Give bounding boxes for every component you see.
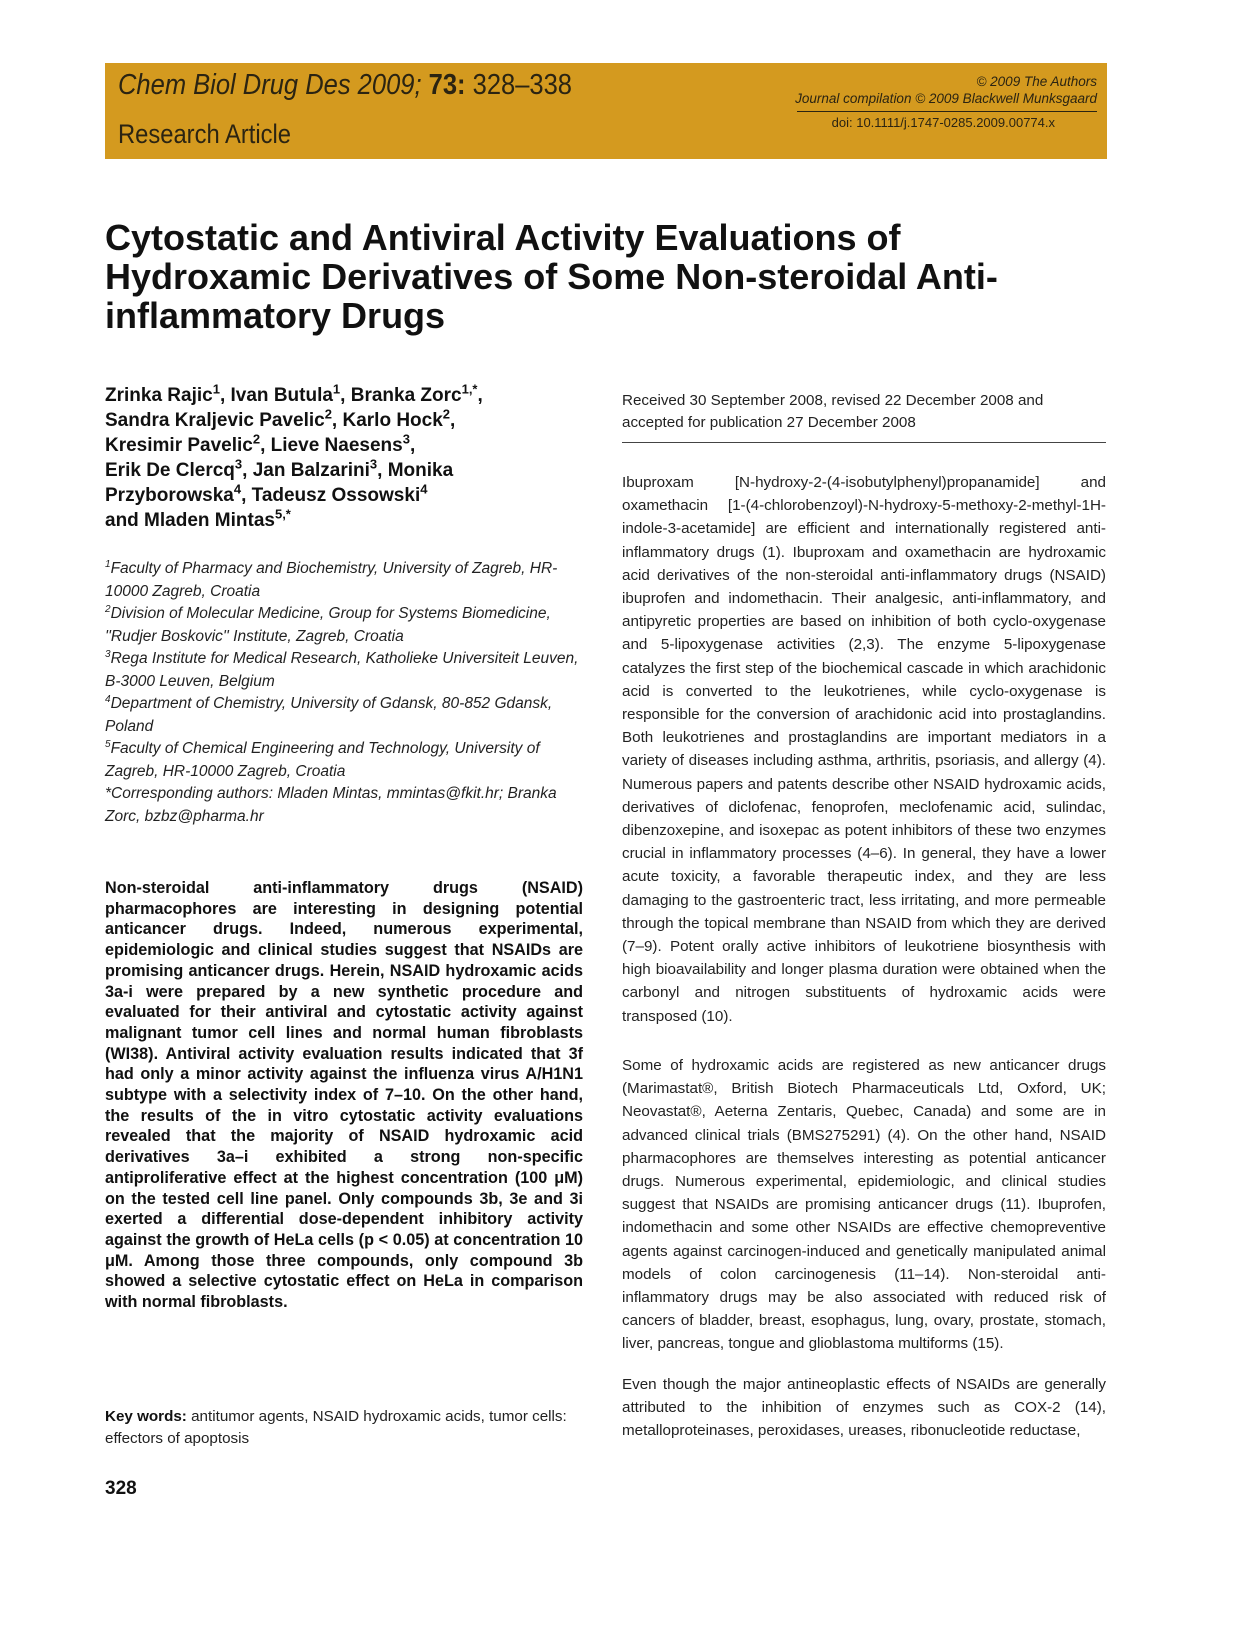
author: Lieve Naesens$^3$, [270, 431, 416, 456]
article-type: Research Article [118, 119, 292, 149]
author: Ivan Butula$^1$, [230, 381, 351, 406]
author: Tadeusz Ossowski$^4$ [251, 481, 428, 506]
journal-citation [118, 69, 572, 102]
journal-volume: 73: [428, 69, 466, 101]
copyright-line: © 2009 The Authors [976, 74, 1097, 89]
affiliation: $^2$Division of Molecular Medicine, Group for Systems Biomedicine, ''Rudjer Boskovic'' Institute, Zagreb, Croatia [105, 603, 551, 645]
author: Kresimir Pavelic$^2$, [105, 431, 271, 456]
author: Sandra Kraljevic Pavelic$^2$, [105, 406, 343, 431]
paper-title: Cytostatic and Antiviral Activity Evaluations of Hydroxamic Derivatives of Some Non-steroidal Anti-inflammatory Drugs [105, 217, 998, 336]
received-dates: Received 30 September 2008, revised 22 December 2008 and accepted for publication 27 December 2008 [622, 392, 1044, 431]
affiliation: $^5$Faculty of Chemical Engineering and Technology, University of Zagreb, HR-10000 Zagreb, Croatia [105, 738, 540, 780]
author: and Mladen Mintas$^{5,*}$ [105, 506, 291, 531]
journal-header-banner [105, 63, 1107, 159]
journal-pages: 328–338 [472, 69, 572, 101]
journal-name: Chem Biol Drug Des 2009; [118, 69, 422, 101]
author-list [105, 383, 585, 533]
copyright-block [795, 73, 1097, 107]
author: Monika Przyborowska$^4$, [105, 460, 454, 506]
header-rule [797, 111, 1097, 112]
column-rule [622, 442, 1106, 443]
body-paragraph: Ibuproxam [N-hydroxy-2-(4-isobutylphenyl)propanamide] and oxamethacin [1-(4-chlorobenzoyl)-N-hydroxy-5-methoxy-2-methyl-1H-indole-3-acetamide] are efficient and internationally registered anti-inflammatory drugs (1). Ibuproxam and oxamethacin are hydroxamic acid derivatives of the non-steroidal anti-inflammatory drugs (NSAID) ibuprofen and indomethacin. Their analgesic, anti-inflammatory, and antipyretic properties are based on inhibition of both cyclo-oxygenase and 5-lipoxygenase activities (2,3). The enzyme 5-lipoxygenase catalyzes the first step of the biochemical cascade in which arachidonic acid is converted to the leukotrienes, while cyclo-oxygenase is responsible for the conversion of arachidonic acid into prostaglandins. Both leukotrienes and prostaglandins are important mediators in a variety of diseases including asthma, arthritis, psoriasis, and allergy (4). Numerous papers and patents describe other NSAID hydroxamic acids, derivatives of diclofenac, fenoprofen, meclofenamic acid, sulindac, dibenzoxepine, and isoxepac as potent inhibitors of these two enzymes crucial in inflammatory processes (4–6). In general, they have a lower acute toxicity, a favorable therapeutic index, and they are less damaging to the gastroenteric tract, less irritating, and more permeable through the topical membrane than NSAID from which they are derived (7–9). Potent orally active inhibitors of leukotriene biosynthesis with high bioavailability and longer plasma duration were obtained when the carbonyl and nitrogen substituents of hydroxamic acids were transposed (10). [622, 474, 1106, 1025]
author: Jan Balzarini$^3$, [252, 456, 388, 481]
author: Erik De Clercq$^3$, [105, 456, 253, 481]
page-number: 328 [105, 1478, 137, 1499]
keywords-label: Key words: [105, 1408, 187, 1425]
affiliation: $^3$Rega Institute for Medical Research, Katholieke Universiteit Leuven, B-3000 Leuven, Belgium [105, 648, 579, 690]
doi: doi: 10.1111/j.1747-0285.2009.00774.x [831, 115, 1055, 130]
keywords [105, 1406, 583, 1450]
author: Karlo Hock$^2$, [342, 406, 456, 431]
affiliations [105, 558, 585, 828]
corresponding-authors: *Corresponding authors: Mladen Mintas, mmintas@fkit.hr; Branka Zorc, bzbz@pharma.hr [105, 785, 557, 825]
affiliation: $^1$Faculty of Pharmacy and Biochemistry, University of Zagreb, HR-10000 Zagreb, Croatia [105, 558, 558, 600]
abstract: Non-steroidal anti-inflammatory drugs (NSAID) pharmacophores are interesting in designing potential anticancer drugs. Indeed, numerous experimental, epidemiologic and clinical studies suggest that NSAIDs are promising anticancer drugs. Herein, NSAID hydroxamic acids 3a-i were prepared by a new synthetic procedure and evaluated for their antiviral and cytostatic activity against malignant tumor cell lines and normal human fibroblasts (WI38). Antiviral activity evaluation results indicated that 3f had only a minor activity against the influenza virus A/H1N1 subtype with a selectivity index of 7–10. On the other hand, the results of the in vitro cytostatic activity evaluations revealed that the majority of NSAID hydroxamic acid derivatives 3a–i exhibited a strong non-specific antiproliferative effect at the highest concentration (100 μM) on the tested cell line panel. Only compounds 3b, 3e and 3i exerted a differential dose-dependent inhibitory activity against the growth of HeLa cells (p < 0.05) at concentration 10 μM. Among those three compounds, only compound 3b showed a selective cytostatic effect on HeLa in comparison with normal fibroblasts. [105, 879, 583, 1312]
body-paragraph: Even though the major antineoplastic effects of NSAIDs are generally attributed to the inhibition of enzymes such as COX-2 (14), metalloproteinases, peroxidases, ureases, ribonucleotide reductase, [622, 1376, 1106, 1440]
keywords-text: antitumor agents, NSAID hydroxamic acids, tumor cells: effectors of apoptosis [105, 1408, 567, 1447]
body-paragraph: Some of hydroxamic acids are registered as new anticancer drugs (Marimastat®, British Biotech Pharmaceuticals Ltd, Oxford, UK; Neovastat®, Aeterna Zentaris, Quebec, Canada) and some are in advanced clinical trials (BMS275291) (4). On the other hand, NSAID pharmacophores are themselves interesting as potential anticancer drugs. Numerous experimental, epidemiologic, and clinical studies suggest that NSAIDs are promising anticancer drugs (11). Ibuprofen, indomethacin and some other NSAIDs are effective chemopreventive agents against carcinogen-induced and genetically manipulated animal models of colon carcinogenesis (11–14). Non-steroidal anti-inflammatory drugs may be also associated with reduced risk of cancers of bladder, breast, esophagus, lung, ovary, prostate, stomach, liver, pancreas, tongue and glioblastoma multiforms (15). [622, 1057, 1106, 1353]
author: Zrinka Rajic$^1$, [105, 381, 231, 406]
compilation-line: Journal compilation © 2009 Blackwell Munksgaard [795, 91, 1097, 106]
author: Branka Zorc$^{1,*}$, [350, 381, 483, 406]
affiliation: $^4$Department of Chemistry, University of Gdansk, 80-852 Gdansk, Poland [105, 693, 553, 735]
